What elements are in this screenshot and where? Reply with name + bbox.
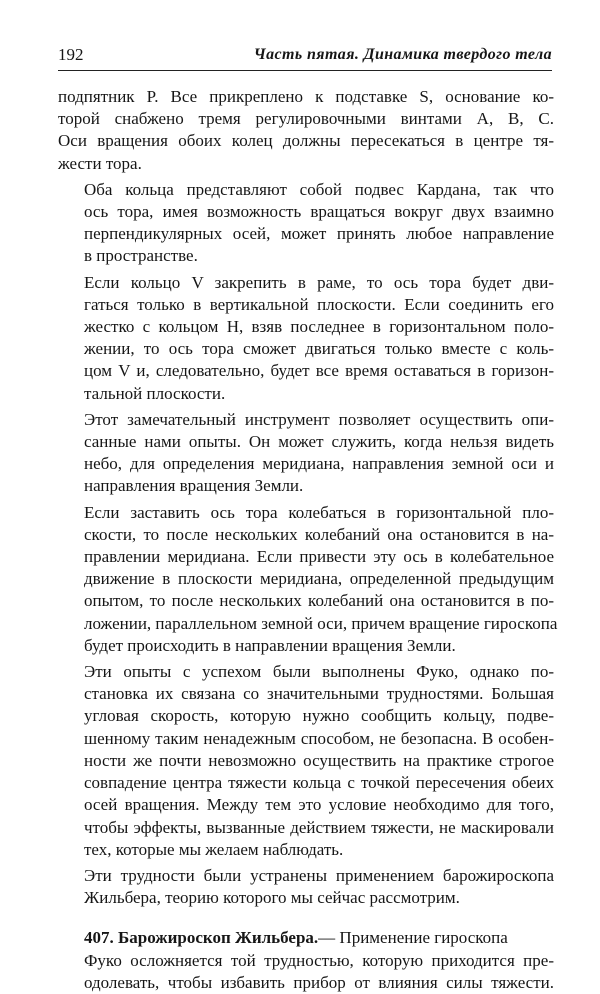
text-line: становка их связана со значительными трудностями. Большая <box>84 684 554 704</box>
text-line: торой снабжено тремя регулировочными винтами A, B, C. <box>58 109 554 129</box>
paragraph <box>58 86 554 175</box>
paragraph <box>58 272 554 405</box>
text-line: Если кольцо V закрепить в раме, то ось тора будет дви- <box>84 272 554 292</box>
text-line: санные нами опыты. Он может служить, когда нельзя видеть <box>84 432 554 452</box>
text-line: совпадение центра тяжести кольца с точкой пересечения обеих <box>84 773 554 793</box>
text-line: направления вращения Земли. <box>84 476 304 496</box>
text-line: цом V и, следовательно, будет все время оставаться в горизон- <box>84 361 554 381</box>
running-title: Часть пятая. Динамика твердого тела <box>253 46 552 63</box>
text-line: скости, то после нескольких колебаний она остановится в на- <box>84 524 554 544</box>
text-line: будет происходить в направлении вращения Земли. <box>84 635 456 655</box>
body-text <box>58 86 558 994</box>
text-line: Эти трудности были устранены применением барожироскопа <box>84 865 554 885</box>
paragraph <box>58 865 554 909</box>
text-line: осей вращения. Между тем это условие необходимо для того, <box>84 795 554 815</box>
text-line: ложении, параллельном земной оси, причем вращение гироскопа <box>84 613 558 633</box>
section-dash: — <box>318 928 336 948</box>
text-line: чтобы эффекты, вызванные действием тяжести, не маскировали <box>84 817 554 837</box>
text-line: перпендикулярных осей, может принять любое направление <box>84 224 554 244</box>
text-line: угловая скорость, которую нужно сообщить кольцу, подве- <box>84 706 554 726</box>
paragraph <box>58 179 554 268</box>
paragraph <box>58 502 558 657</box>
text-line: в пространстве. <box>84 246 198 266</box>
text-line: Жильбера, теорию которого мы сейчас рассмотрим. <box>84 888 460 908</box>
text-line: подпятник P. Все прикреплено к подставке S, основание ко- <box>58 87 554 106</box>
text-line: Оба кольца представляют собой подвес Кардана, так что <box>84 179 554 199</box>
text-line: ности же почти невозможно осуществить на практике строгое <box>84 750 554 770</box>
text-line: правлении меридиана. Если привести эту ось в колебательное <box>84 547 554 567</box>
text-line: опытом, то после нескольких колебаний она остановится в по- <box>84 591 554 611</box>
section-title: Барожироскоп Жильбера. <box>118 928 319 948</box>
text-line: жестко с кольцом H, взяв последнее в горизонтальном поло- <box>84 317 554 337</box>
section-number: 407. <box>84 928 114 948</box>
text-line: Этот замечательный инструмент позволяет осуществить опи- <box>84 409 554 429</box>
text-line: Если заставить ось тора колебаться в горизонтальной пло- <box>84 502 554 522</box>
text-line: тальной плоскости. <box>84 383 226 403</box>
section-407 <box>58 927 554 994</box>
text-line: ось тора, имея возможность вращаться вокруг двух взаимно <box>84 202 554 222</box>
paragraph <box>58 661 554 861</box>
text-line: небо, для определения меридиана, направления земной оси и <box>84 454 554 474</box>
text-line: гаться только в вертикальной плоскости. Если соединить его <box>84 294 554 314</box>
text-line: Оси вращения обоих колец должны пересекаться в центре тя- <box>58 131 554 151</box>
text-line: жести тора. <box>58 153 142 173</box>
paragraph <box>58 409 554 498</box>
text-line: жении, то ось тора сможет двигаться только вместе с коль- <box>84 339 554 359</box>
section-line: Применение гироскопа <box>339 928 508 948</box>
text-line: Эти опыты с успехом были выполнены Фуко, однако по- <box>84 662 554 682</box>
paragraph-list <box>58 86 558 909</box>
section-line: Фуко осложняется той трудностью, которую приходится пре- <box>84 950 554 970</box>
text-line: шенному таким ненадежным способом, не безопасна. В особен- <box>84 728 554 748</box>
text-line: движение в плоскости меридиана, определенной предыдущим <box>84 569 554 589</box>
section-line: одолевать, чтобы избавить прибор от влияния силы тяжести. <box>84 972 554 992</box>
page-header <box>58 44 552 71</box>
text-line: тех, которые мы желаем наблюдать. <box>84 839 344 859</box>
page-number: 192 <box>58 45 84 64</box>
